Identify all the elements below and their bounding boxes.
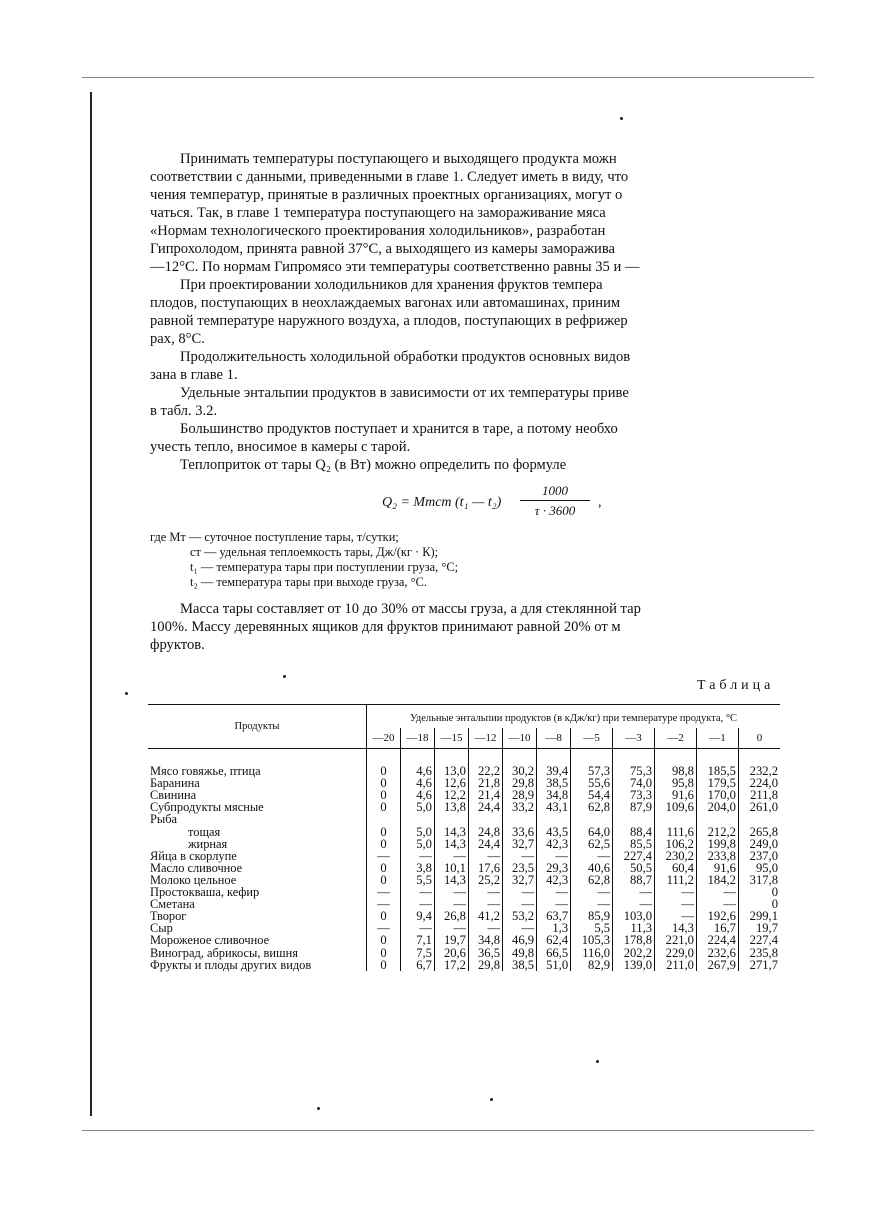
value-cell: 28,9 <box>503 789 537 801</box>
speck <box>596 1060 599 1063</box>
value-cell: — <box>655 886 697 898</box>
value-cell: 75,3 <box>613 749 655 778</box>
value-cell: 19,7 <box>434 934 468 946</box>
value-cell: 95,0 <box>738 862 780 874</box>
value-cell: 30,2 <box>503 749 537 778</box>
value-cell: 230,2 <box>655 850 697 862</box>
table-row <box>148 826 780 838</box>
value-cell: 17,2 <box>434 959 468 971</box>
text-line: учесть тепло, вносимое в камеры с тарой. <box>150 439 411 455</box>
product-name: Молоко цельное <box>150 872 237 887</box>
product-name: Свинина <box>150 788 197 803</box>
value-cell: 21,4 <box>468 789 502 801</box>
value-cell: 233,8 <box>696 850 738 862</box>
product-name: Сметана <box>150 897 195 912</box>
value-cell: 23,5 <box>503 862 537 874</box>
value-cell: — <box>468 922 502 934</box>
value-cell: 232,6 <box>696 947 738 959</box>
value-cell: — <box>696 886 738 898</box>
value-cell: 85,9 <box>571 910 613 922</box>
value-cell <box>571 813 613 825</box>
value-cell <box>400 813 434 825</box>
value-cell: 0 <box>367 826 401 838</box>
temp-header: —12 <box>468 728 502 749</box>
value-cell: — <box>434 850 468 862</box>
value-cell: 212,2 <box>696 826 738 838</box>
value-cell: 0 <box>367 947 401 959</box>
formula-fraction <box>520 483 590 519</box>
value-cell: — <box>400 886 434 898</box>
value-cell: 50,5 <box>613 862 655 874</box>
product-name: Мороженое сливочное <box>150 933 270 948</box>
paragraph <box>150 348 782 384</box>
text-line: Большинство продуктов поступает и хранится в таре, а потому необхо <box>180 421 618 437</box>
value-cell: 211,8 <box>738 789 780 801</box>
value-cell: 265,8 <box>738 826 780 838</box>
temp-header: 0 <box>738 728 780 749</box>
value-cell: 33,6 <box>503 826 537 838</box>
header-group: Удельные энтальпии продуктов (в кДж/кг) при температуре продукта, °С <box>367 705 781 729</box>
value-cell: 10,1 <box>434 862 468 874</box>
value-cell: 51,0 <box>537 959 571 971</box>
value-cell: 0 <box>367 801 401 813</box>
value-cell: 62,8 <box>571 801 613 813</box>
value-cell: 184,2 <box>696 874 738 886</box>
table-row <box>148 959 780 971</box>
scan-edge-bar <box>90 92 92 1116</box>
value-cell: — <box>468 886 502 898</box>
text-line: Принимать температуры поступающего и выходящего продукта можн <box>180 151 617 167</box>
value-cell: 111,2 <box>655 874 697 886</box>
value-cell: 88,7 <box>613 874 655 886</box>
value-cell: 11,3 <box>613 922 655 934</box>
value-cell: — <box>400 922 434 934</box>
speck <box>283 675 286 678</box>
value-cell <box>503 813 537 825</box>
value-cell: 271,7 <box>738 959 780 971</box>
formula-comma: , <box>598 495 602 510</box>
text-line: плодов, поступающих в неохлаждаемых вагонах или автомашинах, приним <box>150 295 621 311</box>
value-cell: 63,7 <box>537 910 571 922</box>
value-cell: 98,8 <box>655 749 697 778</box>
value-cell: — <box>503 898 537 910</box>
paragraph <box>150 276 782 348</box>
value-cell: 5,5 <box>571 922 613 934</box>
value-cell: 237,0 <box>738 850 780 862</box>
mass-paragraph <box>150 600 782 654</box>
text-line: чаться. Так, в главе 1 температура поступающего на замораживание мяса <box>150 205 606 221</box>
temp-header: —18 <box>400 728 434 749</box>
value-cell: 41,2 <box>468 910 502 922</box>
product-name: Виноград, абрикосы, вишня <box>150 945 298 960</box>
text-line: Продолжительность холодильной обработки продуктов основных видов <box>180 349 631 365</box>
value-cell: — <box>537 898 571 910</box>
text-line: Удельные энтальпии продуктов в зависимости от их температуры приве <box>180 385 629 401</box>
text-line: в табл. 3.2. <box>150 403 218 419</box>
value-cell: 43,1 <box>537 801 571 813</box>
value-cell: 73,3 <box>613 789 655 801</box>
value-cell: 19,7 <box>738 922 780 934</box>
value-cell: 12,2 <box>434 789 468 801</box>
value-cell: — <box>367 850 401 862</box>
value-cell: 116,0 <box>571 947 613 959</box>
value-cell: 106,2 <box>655 838 697 850</box>
table-row <box>148 838 780 850</box>
value-cell: 111,6 <box>655 826 697 838</box>
value-cell: 7,5 <box>400 947 434 959</box>
temp-header: —20 <box>367 728 401 749</box>
value-cell: 32,7 <box>503 874 537 886</box>
value-cell: 22,2 <box>468 749 502 778</box>
paragraph <box>150 456 782 474</box>
temp-header: —15 <box>434 728 468 749</box>
value-cell: 179,5 <box>696 777 738 789</box>
value-cell: 29,8 <box>503 777 537 789</box>
temp-header: —3 <box>613 728 655 749</box>
value-cell: 0 <box>738 886 780 898</box>
table-row <box>148 801 780 813</box>
text-line: «Нормам технологического проектирования холодильников», разработан <box>150 223 606 239</box>
value-cell: 202,2 <box>613 947 655 959</box>
header-products: Продукты <box>234 720 280 732</box>
temp-header: —10 <box>503 728 537 749</box>
table-row <box>148 947 780 959</box>
value-cell: 13,0 <box>434 749 468 778</box>
value-cell: 103,0 <box>613 910 655 922</box>
value-cell: 7,1 <box>400 934 434 946</box>
value-cell: 53,2 <box>503 910 537 922</box>
value-cell: 62,4 <box>537 934 571 946</box>
value-cell: 21,8 <box>468 777 502 789</box>
value-cell: 299,1 <box>738 910 780 922</box>
value-cell: 224,4 <box>696 934 738 946</box>
value-cell: 0 <box>367 749 401 778</box>
formula-numerator: 1000 <box>520 483 590 501</box>
value-cell: 46,9 <box>503 934 537 946</box>
value-cell: 25,2 <box>468 874 502 886</box>
value-cell: 5,0 <box>400 801 434 813</box>
value-cell: — <box>655 898 697 910</box>
product-name: Творог <box>150 909 187 924</box>
product-name: Фрукты и плоды других видов <box>150 957 312 972</box>
legend-line: t₁ — температура тары при поступлении груза, °С; <box>190 560 459 574</box>
value-cell: 33,2 <box>503 801 537 813</box>
value-cell: 199,8 <box>696 838 738 850</box>
value-cell: 0 <box>367 910 401 922</box>
value-cell: 24,4 <box>468 838 502 850</box>
value-cell: 57,3 <box>571 749 613 778</box>
value-cell: 66,5 <box>537 947 571 959</box>
product-name: Сыр <box>150 921 173 936</box>
value-cell: — <box>503 922 537 934</box>
value-cell: — <box>468 898 502 910</box>
formula-legend <box>150 530 458 590</box>
paragraph <box>150 420 782 456</box>
value-cell: 232,2 <box>738 749 780 778</box>
value-cell: 0 <box>367 959 401 971</box>
temp-header: —5 <box>571 728 613 749</box>
value-cell: 12,6 <box>434 777 468 789</box>
value-cell: 0 <box>738 898 780 910</box>
speck <box>620 117 623 120</box>
value-cell: 55,6 <box>571 777 613 789</box>
paragraph <box>150 384 782 420</box>
product-name: Простокваша, кефир <box>150 885 260 900</box>
value-cell: 82,9 <box>571 959 613 971</box>
value-cell: 221,0 <box>655 934 697 946</box>
value-cell: 16,7 <box>696 922 738 934</box>
value-cell: — <box>503 886 537 898</box>
value-cell <box>738 813 780 825</box>
value-cell: 43,5 <box>537 826 571 838</box>
product-name: жирная <box>188 836 228 851</box>
value-cell: 91,6 <box>696 862 738 874</box>
value-cell: 0 <box>367 862 401 874</box>
value-cell: 227,4 <box>613 850 655 862</box>
value-cell: — <box>537 886 571 898</box>
text-line: чения температур, принятые в различных проектных организациях, могут о <box>150 187 623 203</box>
value-cell: 62,5 <box>571 838 613 850</box>
value-cell: 13,8 <box>434 801 468 813</box>
value-cell: — <box>613 886 655 898</box>
value-cell: 38,5 <box>503 959 537 971</box>
value-cell: — <box>537 850 571 862</box>
value-cell <box>655 813 697 825</box>
enthalpy-table <box>148 704 780 971</box>
top-rule <box>82 77 814 78</box>
value-cell: 29,8 <box>468 959 502 971</box>
value-cell: 317,8 <box>738 874 780 886</box>
value-cell <box>613 813 655 825</box>
value-cell: 109,6 <box>655 801 697 813</box>
product-name: Яйца в скорлупе <box>150 848 237 863</box>
value-cell: 5,5 <box>400 874 434 886</box>
table-row <box>148 813 780 825</box>
formula-lhs: Q₂ = Mтcт (t₁ — t₂) <box>382 495 502 510</box>
value-cell: 227,4 <box>738 934 780 946</box>
value-cell <box>468 813 502 825</box>
value-cell: 229,0 <box>655 947 697 959</box>
value-cell: 20,6 <box>434 947 468 959</box>
value-cell: 14,3 <box>434 838 468 850</box>
text-line: Теплоприток от тары Q₂ (в Вт) можно определить по формуле <box>180 457 567 473</box>
value-cell: 40,6 <box>571 862 613 874</box>
value-cell: 42,3 <box>537 874 571 886</box>
value-cell: — <box>367 898 401 910</box>
value-cell: 64,0 <box>571 826 613 838</box>
value-cell: 14,3 <box>434 826 468 838</box>
speck <box>125 692 128 695</box>
value-cell: — <box>613 898 655 910</box>
value-cell: — <box>434 898 468 910</box>
value-cell: — <box>655 910 697 922</box>
value-cell: 74,0 <box>613 777 655 789</box>
product-name: Мясо говяжье, птица <box>150 764 261 779</box>
value-cell: 4,6 <box>400 777 434 789</box>
speck <box>317 1107 320 1110</box>
value-cell: 17,6 <box>468 862 502 874</box>
value-cell: 26,8 <box>434 910 468 922</box>
value-cell: 1,3 <box>537 922 571 934</box>
value-cell <box>696 813 738 825</box>
text-line: рах, 8°С. <box>150 331 205 347</box>
bottom-rule <box>82 1130 814 1131</box>
text-line: равной температуре наружного воздуха, а плодов, поступающих в рефрижер <box>150 313 628 329</box>
value-cell: 95,8 <box>655 777 697 789</box>
value-cell: 54,4 <box>571 789 613 801</box>
value-cell: — <box>503 850 537 862</box>
value-cell: 87,9 <box>613 801 655 813</box>
text-line: —12°С. По нормам Гипромясо эти температуры соответственно равны 35 и — <box>150 259 640 275</box>
table-row <box>148 934 780 946</box>
value-cell: 261,0 <box>738 801 780 813</box>
value-cell: 105,3 <box>571 934 613 946</box>
value-cell: 29,3 <box>537 862 571 874</box>
temp-header: —2 <box>655 728 697 749</box>
value-cell: 62,8 <box>571 874 613 886</box>
value-cell: 5,0 <box>400 838 434 850</box>
value-cell: 192,6 <box>696 910 738 922</box>
value-cell: 42,3 <box>537 838 571 850</box>
value-cell: 249,0 <box>738 838 780 850</box>
text-line: Гипрохолодом, принята равной 37°С, а выходящего из камеры заморажива <box>150 241 616 257</box>
value-cell: 170,0 <box>696 789 738 801</box>
value-cell: — <box>434 886 468 898</box>
value-cell: — <box>367 886 401 898</box>
temp-header: —8 <box>537 728 571 749</box>
value-cell: 4,6 <box>400 789 434 801</box>
table-caption: Таблица <box>697 678 775 693</box>
value-cell: 39,4 <box>537 749 571 778</box>
value-cell: 0 <box>367 838 401 850</box>
value-cell: — <box>400 898 434 910</box>
value-cell: 14,3 <box>434 874 468 886</box>
value-cell: 211,0 <box>655 959 697 971</box>
value-cell: — <box>367 922 401 934</box>
value-cell: 3,8 <box>400 862 434 874</box>
value-cell: 9,4 <box>400 910 434 922</box>
legend-line: где Mт — суточное поступление тары, т/сутки; <box>150 530 399 544</box>
value-cell: 49,8 <box>503 947 537 959</box>
value-cell: 34,8 <box>537 789 571 801</box>
value-cell: 0 <box>367 934 401 946</box>
value-cell: 34,8 <box>468 934 502 946</box>
product-name: Рыба <box>150 812 178 827</box>
value-cell <box>434 813 468 825</box>
product-name: тощая <box>188 824 221 839</box>
text-line: соответствии с данными, приведенными в главе 1. Следует иметь в виду, что <box>150 169 629 185</box>
value-cell <box>367 813 401 825</box>
text-line: При проектировании холодильников для хранения фруктов темпера <box>180 277 603 293</box>
text-line: Масса тары составляет от 10 до 30% от массы груза, а для стеклянной тар <box>180 601 641 617</box>
value-cell: 32,7 <box>503 838 537 850</box>
value-cell: 91,6 <box>655 789 697 801</box>
legend-line: t₂ — температура тары при выходе груза, °С. <box>190 575 427 589</box>
value-cell: 5,0 <box>400 826 434 838</box>
value-cell: 267,9 <box>696 959 738 971</box>
legend-line: cт — удельная теплоемкость тары, Дж/(кг · К); <box>190 545 439 559</box>
value-cell: — <box>571 898 613 910</box>
value-cell: — <box>696 898 738 910</box>
value-cell: 0 <box>367 874 401 886</box>
formula-denominator: τ · 3600 <box>534 503 576 518</box>
value-cell: 0 <box>367 789 401 801</box>
product-name: Субпродукты мясные <box>150 800 264 815</box>
value-cell: 185,5 <box>696 749 738 778</box>
value-cell: — <box>571 886 613 898</box>
value-cell: — <box>434 922 468 934</box>
value-cell: 38,5 <box>537 777 571 789</box>
value-cell: 85,5 <box>613 838 655 850</box>
value-cell: 178,8 <box>613 934 655 946</box>
value-cell: 88,4 <box>613 826 655 838</box>
value-cell: 0 <box>367 777 401 789</box>
product-name: Масло сливочное <box>150 860 243 875</box>
text-line: фруктов. <box>150 637 205 653</box>
text-line: 100%. Массу деревянных ящиков для фруктов принимают равной 20% от м <box>150 619 621 635</box>
body-text <box>150 150 782 474</box>
value-cell: 36,5 <box>468 947 502 959</box>
temp-header: —1 <box>696 728 738 749</box>
value-cell: — <box>468 850 502 862</box>
value-cell: 204,0 <box>696 801 738 813</box>
value-cell: 14,3 <box>655 922 697 934</box>
table-row <box>148 749 780 778</box>
value-cell: — <box>400 850 434 862</box>
value-cell: 139,0 <box>613 959 655 971</box>
value-cell: 4,6 <box>400 749 434 778</box>
product-name: Баранина <box>150 776 200 791</box>
value-cell: 24,8 <box>468 826 502 838</box>
value-cell: 60,4 <box>655 862 697 874</box>
value-cell: 6,7 <box>400 959 434 971</box>
value-cell: 235,8 <box>738 947 780 959</box>
paragraph <box>150 150 782 276</box>
speck <box>490 1098 493 1101</box>
value-cell: 224,0 <box>738 777 780 789</box>
text-line: зана в главе 1. <box>150 367 238 383</box>
value-cell <box>537 813 571 825</box>
value-cell: — <box>571 850 613 862</box>
value-cell: 24,4 <box>468 801 502 813</box>
